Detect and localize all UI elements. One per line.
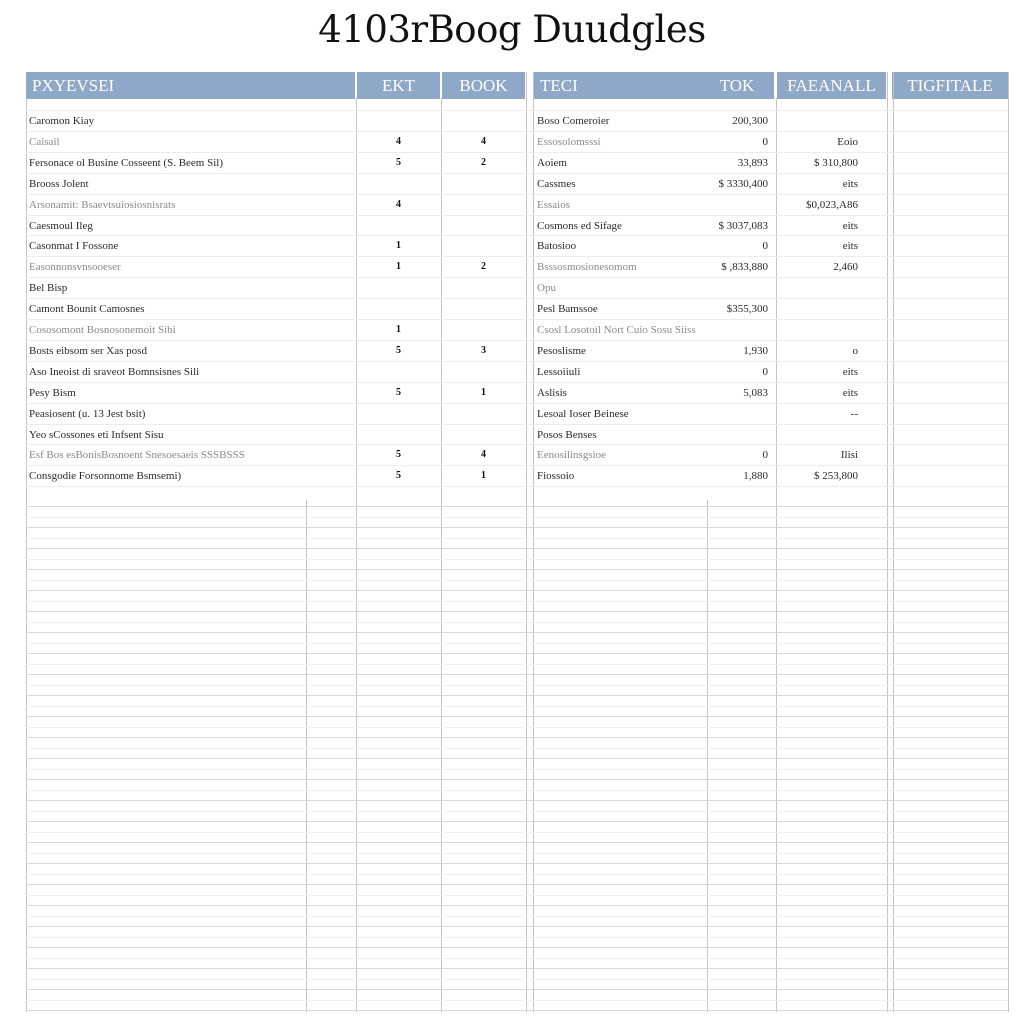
row-label: Camont Bounit Camosnes: [29, 303, 145, 315]
book-value: 4: [481, 449, 486, 460]
row-rule: [26, 863, 1008, 864]
row-rule: [26, 277, 1008, 278]
tok-value: $ 3037,083: [718, 220, 768, 232]
row-label: Yeo sCossones eti Infsent Sisu: [29, 429, 164, 441]
column-divider: [533, 72, 534, 1012]
tok-value: 1,930: [743, 345, 768, 357]
column-divider: [707, 500, 708, 1012]
tok-value: 0: [762, 449, 768, 461]
row-rule: [26, 758, 1008, 759]
row-rule: [26, 916, 1008, 917]
header-ekt: [357, 72, 440, 99]
row-rule: [26, 319, 1008, 320]
faeanall-value: $ 310,800: [814, 157, 858, 169]
row-label: Bosts eibsom ser Xas posd: [29, 345, 147, 357]
column-divider: [893, 72, 894, 1012]
header-tigfitale-label: TIGFITALE: [907, 76, 993, 95]
row-rule: [26, 173, 1008, 174]
row-label: Fiossoio: [537, 470, 575, 482]
row-rule: [26, 152, 1008, 153]
ekt-value: 5: [396, 449, 401, 460]
row-rule: [26, 131, 1008, 132]
header-expenses: [26, 72, 355, 99]
row-label: Essosolomsssi: [537, 136, 601, 148]
row-rule: [26, 716, 1008, 717]
tok-value: 5,083: [743, 387, 768, 399]
row-rule: [26, 653, 1008, 654]
page-title: 4103rBoog Duudgles: [318, 8, 706, 51]
row-label: Boso Comeroier: [537, 115, 610, 127]
row-rule: [26, 559, 1008, 560]
row-label: Bsssosmosionesomom: [537, 261, 637, 273]
row-rule: [26, 664, 1008, 665]
row-rule: [26, 779, 1008, 780]
header-faeanall-label: FAEANALL: [787, 76, 876, 95]
book-value: 4: [481, 136, 486, 147]
row-label: Peasiosent (u. 13 Jest bsit): [29, 408, 146, 420]
row-label: Caromon Kiay: [29, 115, 95, 127]
header-faeanall: [777, 72, 886, 99]
header-book-label: BOOK: [459, 76, 508, 95]
header-tok: [700, 72, 774, 99]
book-value: 2: [481, 261, 486, 272]
row-label: Batosioo: [537, 240, 577, 252]
row-label: Aslisis: [537, 387, 567, 399]
row-rule: [26, 517, 1008, 518]
column-divider: [306, 500, 307, 1012]
row-rule: [26, 590, 1008, 591]
row-label: Brooss Jolent: [29, 178, 89, 190]
faeanall-value: Ilisi: [840, 449, 858, 461]
row-rule: [26, 832, 1008, 833]
row-rule: [26, 643, 1008, 644]
row-rule: [26, 632, 1008, 633]
row-rule: [26, 800, 1008, 801]
row-label: Easonnonsvnsooeser: [29, 261, 121, 273]
row-rule: [26, 968, 1008, 969]
row-rule: [26, 727, 1008, 728]
row-label: Cosmons ed Sifage: [537, 220, 622, 232]
tok-value: $355,300: [726, 303, 768, 315]
row-label: Pesoslisme: [537, 345, 586, 357]
row-rule: [26, 424, 1008, 425]
row-rule: [26, 695, 1008, 696]
row-label: Posos Benses: [537, 429, 597, 441]
row-rule: [26, 256, 1008, 257]
row-label: Fersonace ol Busine Cosseent (S. Beem Sil): [29, 157, 224, 169]
faeanall-value: o: [852, 345, 858, 357]
faeanall-value: Eoio: [837, 136, 858, 148]
row-rule: [26, 622, 1008, 623]
row-rule: [26, 194, 1008, 195]
faeanall-value: 2,460: [833, 261, 858, 273]
header-ekt-label: EKT: [381, 76, 416, 95]
column-divider: [887, 72, 888, 1012]
faeanall-value: --: [850, 408, 858, 420]
faeanall-value: eits: [842, 220, 858, 232]
row-label: Cososomont Bosnosonemoit Sibi: [29, 324, 176, 336]
tok-value: 33,893: [737, 157, 768, 169]
row-rule: [26, 884, 1008, 885]
row-rule: [26, 706, 1008, 707]
row-rule: [26, 611, 1008, 612]
row-rule: [26, 444, 1008, 445]
row-rule: [26, 979, 1008, 980]
row-rule: [26, 989, 1008, 990]
book-value: 1: [481, 387, 486, 398]
column-divider: [526, 72, 527, 1012]
ekt-value: 4: [396, 199, 401, 210]
row-rule: [26, 298, 1008, 299]
row-label: Aoiem: [537, 157, 567, 169]
row-label: Opu: [537, 282, 556, 294]
row-rule: [26, 580, 1008, 581]
row-rule: [26, 601, 1008, 602]
row-rule: [26, 486, 1008, 487]
tok-value: $ 3330,400: [718, 178, 768, 190]
row-rule: [26, 853, 1008, 854]
book-value: 1: [481, 470, 486, 481]
row-rule: [26, 895, 1008, 896]
row-rule: [26, 842, 1008, 843]
row-rule: [26, 506, 1008, 507]
header-tok-label: TOK: [719, 76, 755, 95]
row-rule: [26, 1010, 1008, 1011]
faeanall-value: $ 253,800: [814, 470, 858, 482]
row-label: Essaios: [537, 199, 570, 211]
row-rule: [26, 382, 1008, 383]
row-rule: [26, 361, 1008, 362]
ekt-value: 5: [396, 470, 401, 481]
row-rule: [26, 403, 1008, 404]
row-rule: [26, 538, 1008, 539]
header-expenses-label: PXYEVSEI: [32, 76, 115, 95]
tok-value: 0: [762, 136, 768, 148]
row-label: Pesy Bism: [29, 387, 76, 399]
row-label: Caesmoul Ileg: [29, 220, 93, 232]
ekt-value: 1: [396, 324, 401, 335]
tok-value: 200,300: [732, 115, 768, 127]
row-rule: [26, 340, 1008, 341]
row-rule: [26, 958, 1008, 959]
tok-value: $ ,833,880: [721, 261, 768, 273]
row-label: Csosl Losotoil Nort Cuio Sosu Siiss: [537, 324, 696, 336]
row-rule: [26, 937, 1008, 938]
faeanall-value: eits: [842, 178, 858, 190]
ekt-value: 1: [396, 240, 401, 251]
row-rule: [26, 110, 1008, 111]
row-rule: [26, 685, 1008, 686]
tok-value: 0: [762, 366, 768, 378]
row-rule: [26, 465, 1008, 466]
row-label: Caisail: [29, 136, 60, 148]
header-tigfitale: [892, 72, 1008, 99]
row-label: Lessoiiuli: [537, 366, 581, 378]
row-rule: [26, 737, 1008, 738]
faeanall-value: eits: [842, 387, 858, 399]
column-divider: [1008, 72, 1009, 1012]
row-label: Arsonamit: Bsaevtsuiosiosnisrats: [29, 199, 176, 211]
row-label: Consgodie Forsonnome Bsmsemi): [29, 470, 182, 482]
row-label: Esf Bos esBonisBosnoent Snesoesaeis SSSBSSS: [29, 449, 245, 461]
row-rule: [26, 569, 1008, 570]
row-rule: [26, 811, 1008, 812]
header-book: [442, 72, 525, 99]
row-rule: [26, 905, 1008, 906]
row-rule: [26, 527, 1008, 528]
row-label: Eenosilinsgsioe: [537, 449, 607, 461]
row-rule: [26, 947, 1008, 948]
row-label: Bel Bisp: [29, 282, 68, 294]
row-rule: [26, 874, 1008, 875]
row-label: Casonmat I Fossone: [29, 240, 119, 252]
book-value: 3: [481, 345, 486, 356]
book-value: 2: [481, 157, 486, 168]
header-teci-label: TECI: [540, 76, 578, 95]
row-label: Lesoal Ioser Beinese: [537, 408, 629, 420]
row-label: Aso Ineoist di sraveot Bomnsisnes Sili: [29, 366, 200, 378]
tok-value: 1,880: [743, 470, 768, 482]
row-rule: [26, 821, 1008, 822]
ekt-value: 4: [396, 136, 401, 147]
row-rule: [26, 215, 1008, 216]
row-rule: [26, 674, 1008, 675]
row-label: Pesl Bamssoe: [537, 303, 598, 315]
ekt-value: 5: [396, 345, 401, 356]
faeanall-value: $0,023,A86: [806, 199, 858, 211]
row-rule: [26, 748, 1008, 749]
row-rule: [26, 926, 1008, 927]
faeanall-value: eits: [842, 240, 858, 252]
faeanall-value: eits: [842, 366, 858, 378]
row-rule: [26, 235, 1008, 236]
row-rule: [26, 548, 1008, 549]
tok-value: 0: [762, 240, 768, 252]
ekt-value: 1: [396, 261, 401, 272]
row-rule: [26, 790, 1008, 791]
row-rule: [26, 1000, 1008, 1001]
ekt-value: 5: [396, 157, 401, 168]
ekt-value: 5: [396, 387, 401, 398]
row-rule: [26, 769, 1008, 770]
row-label: Cassmes: [537, 178, 576, 190]
